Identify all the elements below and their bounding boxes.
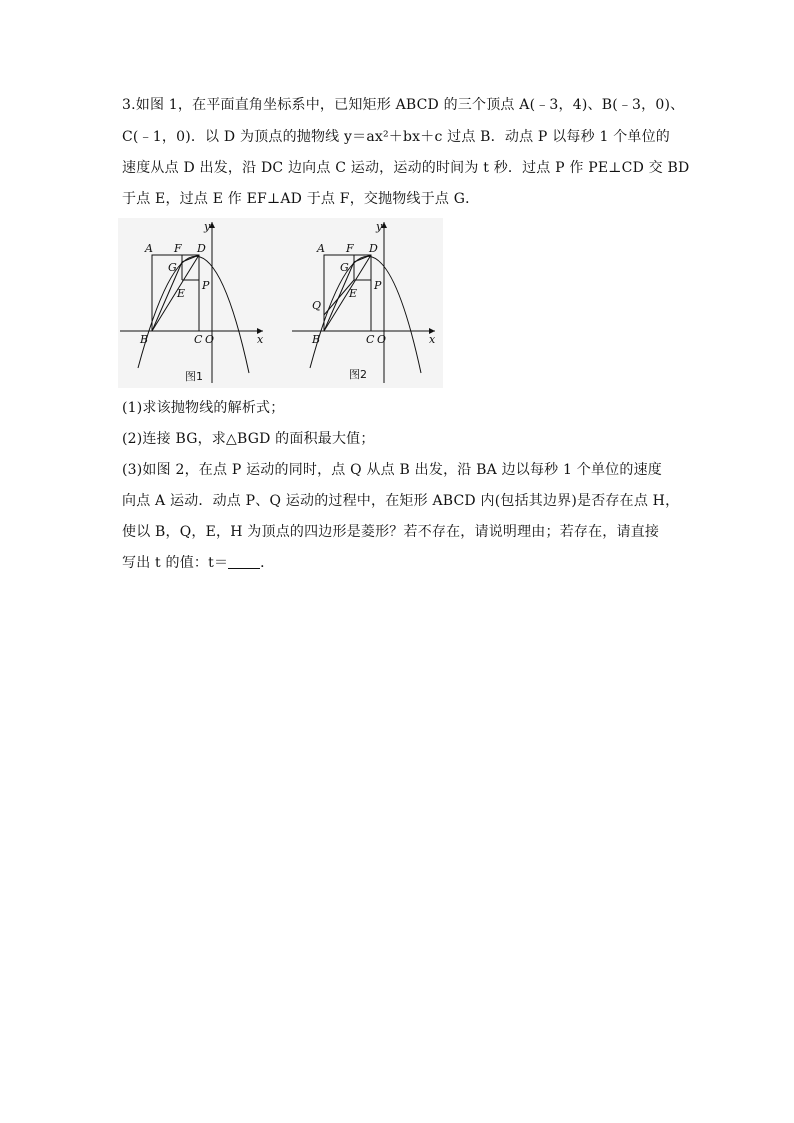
fig2-label-G: G <box>340 261 349 274</box>
problem-line-1: 3.如图 1，在平面直角坐标系中，已知矩形 ABCD 的三个顶点 A(﹣3，4)、B(﹣3，0)、 <box>122 97 685 113</box>
fig1-label-A: A <box>145 242 153 255</box>
fig2-label-x: x <box>429 333 436 346</box>
figure-background <box>118 218 443 388</box>
fig1-label-E: E <box>177 287 186 300</box>
fig1-label-F: F <box>174 242 182 255</box>
fig2-label-F: F <box>346 242 354 255</box>
question-1: (1)求该抛物线的解析式； <box>122 400 285 416</box>
question-3-line-4 <box>122 553 274 573</box>
question-3-line-2: 向点 A 运动．动点 P、Q 运动的过程中，在矩形 ABCD 内(包括其边界)是否存在点 H， <box>122 493 680 509</box>
answer-end-mark: ． <box>260 555 275 571</box>
fig2-label-P: P <box>374 279 382 292</box>
fig1-label-B: B <box>140 333 149 346</box>
problem-line-4: 于点 E，过点 E 作 EF⊥AD 于点 F，交抛物线于点 G． <box>122 191 480 207</box>
question-2: (2)连接 BG，求△BGD 的面积最大值； <box>122 431 375 447</box>
fig2-label-E: E <box>349 287 358 300</box>
answer-blank <box>228 554 260 569</box>
fig1-label-P: P <box>202 279 210 292</box>
fig1-label-x: x <box>257 333 264 346</box>
question-3-line-3: 使以 B，Q，E，H 为顶点的四边形是菱形？若不存在，请说明理由；若存在，请直接 <box>122 524 660 540</box>
fig1-label-G: G <box>168 261 177 274</box>
fig1-label-y: y <box>204 220 211 233</box>
fig2-label-B: B <box>312 333 321 346</box>
fig2-label-Q: Q <box>312 299 322 312</box>
fig1-label-O: O <box>205 333 215 346</box>
fig2-label-O: O <box>377 333 387 346</box>
fig2-label-D: D <box>369 242 378 255</box>
figures-svg <box>118 218 443 388</box>
fig2-caption: 图2 <box>349 368 367 381</box>
fig1-label-C: C <box>194 333 203 346</box>
fig2-label-y: y <box>376 220 383 233</box>
fig1-caption: 图1 <box>185 370 203 383</box>
fig1-label-D: D <box>197 242 206 255</box>
question-3-line-1: (3)如图 2，在点 P 运动的同时，点 Q 从点 B 出发，沿 BA 边以每秒 1 个单位的速度 <box>122 462 662 478</box>
answer-prompt: 写出 t 的值：t＝ <box>122 555 229 571</box>
fig2-label-C: C <box>366 333 375 346</box>
problem-line-3: 速度从点 D 出发，沿 DC 边向点 C 运动，运动的时间为 t 秒．过点 P 作 PE⊥CD 交 BD <box>122 160 690 176</box>
figures-panel <box>118 218 443 388</box>
problem-line-2: C(﹣1，0)．以 D 为顶点的抛物线 y＝ax²＋bx＋c 过点 B．动点 P 以每秒 1 个单位的 <box>122 129 671 145</box>
fig2-label-A: A <box>317 242 325 255</box>
